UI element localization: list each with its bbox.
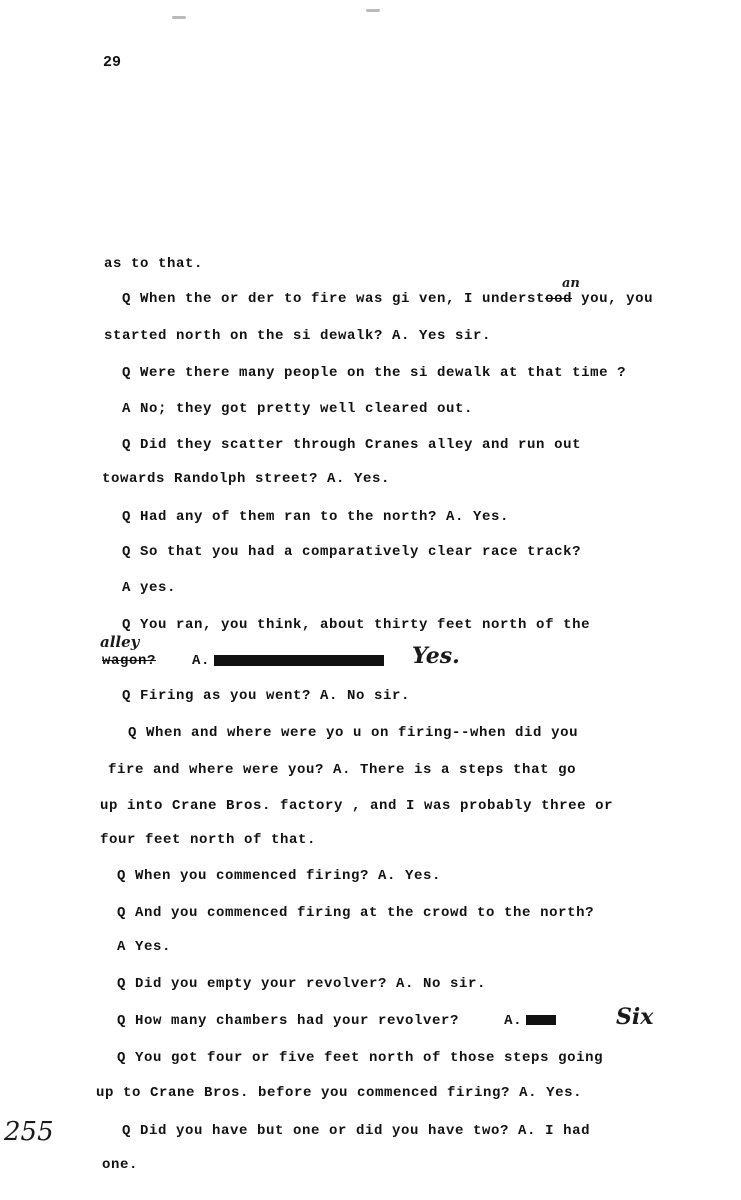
margin-page-note: 255 [4, 1117, 54, 1147]
struck-text: ood [545, 291, 573, 307]
transcript-line: Q Were there many people on the si dewalk at that time ? [122, 365, 627, 381]
transcript-line: A Yes. [117, 939, 172, 955]
handwritten-answer: Six [616, 1004, 654, 1030]
transcript-line [122, 291, 653, 307]
transcript-line: Q Did you have but one or did you have two? A. I had [122, 1123, 591, 1139]
transcript-line: up to Crane Bros. before you commenced firing? A. Yes. [96, 1085, 583, 1101]
transcript-line: four feet north of that. [100, 832, 317, 848]
transcript-line [102, 653, 388, 669]
transcript-line: A No; they got pretty well cleared out. [122, 401, 474, 417]
transcript-line: towards Randolph street? A. Yes. [102, 471, 391, 487]
transcript-line: A yes. [122, 580, 177, 596]
scan-speck [366, 9, 380, 12]
transcript-line: Q When and where were yo u on firing--when did you [128, 725, 579, 741]
transcript-text: Q When the or der to fire was gi ven, I underst [122, 291, 546, 307]
handwritten-answer: Yes. [412, 643, 460, 669]
transcript-line: Q You ran, you think, about thirty feet north of the [122, 617, 591, 633]
answer-label: A. [504, 1013, 523, 1029]
transcript-line: Q So that you had a comparatively clear race track? [122, 544, 582, 560]
redaction-bar [214, 655, 384, 666]
handwritten-correction: alley [100, 633, 140, 651]
page-number: 29 [103, 54, 122, 71]
transcript-line: up into Crane Bros. factory , and I was probably three or [100, 798, 614, 814]
transcript-line: Q You got four or five feet north of those steps going [117, 1050, 604, 1066]
transcript-line [117, 1013, 560, 1029]
transcript-line: one. [102, 1157, 139, 1173]
transcript-line: Q Did you empty your revolver? A. No sir. [117, 976, 487, 992]
transcript-line: Q Did they scatter through Cranes alley and run out [122, 437, 582, 453]
answer-label: A. [192, 653, 211, 669]
handwritten-insert: an [562, 276, 580, 291]
transcript-line: as to that. [104, 256, 204, 272]
transcript-text: Q How many chambers had your revolver? [117, 1013, 460, 1029]
transcript-line: Q When you commenced firing? A. Yes. [117, 868, 442, 884]
transcript-line: Q And you commenced firing at the crowd to the north? [117, 905, 595, 921]
transcript-line: started north on the si dewalk? A. Yes sir. [104, 328, 492, 344]
scan-speck [172, 16, 186, 19]
transcript-line: Q Firing as you went? A. No sir. [122, 688, 411, 704]
redaction-bar [526, 1015, 556, 1025]
transcript-text: you, you [581, 291, 654, 307]
struck-text: wagon? [102, 653, 157, 669]
transcript-line: Q Had any of them ran to the north? A. Yes. [122, 509, 510, 525]
transcript-line: fire and where were you? A. There is a steps that go [108, 762, 577, 778]
